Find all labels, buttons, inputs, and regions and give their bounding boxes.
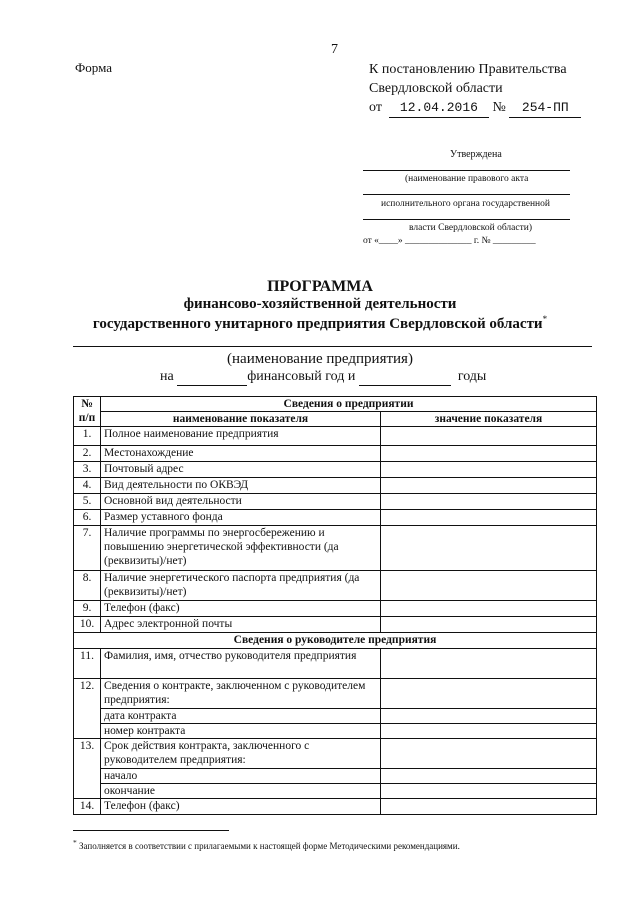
- row-value[interactable]: [381, 709, 597, 724]
- info-table: [73, 396, 597, 815]
- row-number: 3.: [74, 462, 101, 478]
- table-row: [74, 462, 597, 478]
- period-end: годы: [457, 369, 487, 384]
- row-number: 4.: [74, 478, 101, 494]
- page-number: 7: [331, 42, 338, 57]
- section2-header: Сведения о руководителе предприятия: [74, 633, 597, 649]
- footnote-divider: [73, 830, 229, 831]
- section2-header-row: [74, 633, 597, 649]
- table-row: [74, 427, 597, 446]
- period-blank-2: [359, 369, 451, 386]
- period-line: [160, 369, 486, 386]
- row-label: Адрес электронной почты: [101, 617, 381, 633]
- row-label: Телефон (факс): [101, 799, 381, 815]
- row-value[interactable]: [381, 526, 597, 571]
- row-number: 9.: [74, 601, 101, 617]
- date-prefix: от: [369, 100, 382, 115]
- row-label: Фамилия, имя, отчество руководителя предприятия: [101, 649, 381, 679]
- row-number: 5.: [74, 494, 101, 510]
- row-label: Основной вид деятельности: [101, 494, 381, 510]
- section1-header: Сведения о предприятии: [101, 397, 597, 412]
- row-label: Полное наименование предприятия: [101, 427, 381, 446]
- row-value[interactable]: [381, 769, 597, 784]
- row-label: Местонахождение: [101, 446, 381, 462]
- col-name-header: наименование показателя: [101, 412, 381, 427]
- table-row: [74, 709, 597, 724]
- row-label: Телефон (факс): [101, 601, 381, 617]
- row-value[interactable]: [381, 679, 597, 709]
- row-value[interactable]: [381, 510, 597, 526]
- approval-line-2: Свердловской области: [369, 81, 503, 96]
- table-row: [74, 601, 597, 617]
- row-value[interactable]: [381, 427, 597, 446]
- table-row: [74, 799, 597, 815]
- row-value[interactable]: [381, 494, 597, 510]
- table-row: [74, 478, 597, 494]
- approved-caption-1: (наименование правового акта: [405, 174, 529, 184]
- period-blank-1: [177, 369, 247, 386]
- row-number: 12.: [74, 679, 101, 739]
- row-value[interactable]: [381, 724, 597, 739]
- row-label: Сведения о контракте, заключенном с руководителем предприятия:: [101, 679, 381, 709]
- table-row: [74, 526, 597, 571]
- approved-line-3: [363, 219, 570, 220]
- table-row: [74, 679, 597, 709]
- row-number: 13.: [74, 739, 101, 799]
- row-number: 10.: [74, 617, 101, 633]
- approved-date-number: от «____» ______________ г. № _________: [363, 236, 536, 246]
- row-number: 1.: [74, 427, 101, 446]
- table-row: [74, 617, 597, 633]
- footnote: [73, 838, 460, 851]
- title-footnote-mark: *: [542, 314, 548, 324]
- row-sublabel: номер контракта: [101, 724, 381, 739]
- row-value[interactable]: [381, 446, 597, 462]
- row-number: 11.: [74, 649, 101, 679]
- approval-block: [369, 60, 581, 118]
- form-label: Форма: [75, 60, 112, 75]
- resolution-date: 12.04.2016: [389, 98, 489, 118]
- row-value[interactable]: [381, 739, 597, 769]
- period-on: на: [160, 369, 174, 384]
- period-middle: финансовый год и: [247, 369, 356, 384]
- approval-line-1: К постановлению Правительства: [369, 62, 567, 77]
- program-subtitle-1: финансово-хозяйственной деятельности: [183, 296, 457, 312]
- row-sublabel: дата контракта: [101, 709, 381, 724]
- enterprise-name-caption: (наименование предприятия): [227, 351, 413, 367]
- table-row: [74, 769, 597, 784]
- row-value[interactable]: [381, 601, 597, 617]
- row-value[interactable]: [381, 462, 597, 478]
- program-title: ПРОГРАММА: [267, 278, 373, 295]
- col-num-header-bottom: п/п: [78, 412, 96, 424]
- row-value[interactable]: [381, 617, 597, 633]
- row-label: Наличие энергетического паспорта предприятия (да (реквизиты)/нет): [101, 571, 381, 601]
- row-label: Наличие программы по энергосбережению и повышению энергетической эффективности (да (реквизиты)/нет): [101, 526, 381, 571]
- footnote-mark: *: [73, 838, 77, 847]
- approved-line-1: [363, 170, 570, 171]
- row-number: 6.: [74, 510, 101, 526]
- footnote-text: Заполняется в соответствии с прилагаемыми к настоящей форме Методическими рекомендациями.: [79, 841, 460, 851]
- row-sublabel: окончание: [101, 784, 381, 799]
- col-value-header: значение показателя: [381, 412, 597, 427]
- col-num-header: [74, 397, 101, 427]
- row-value[interactable]: [381, 784, 597, 799]
- row-number: 7.: [74, 526, 101, 571]
- program-subtitle-2-text: государственного унитарного предприятия Свердловской области: [92, 316, 543, 332]
- approved-line-2: [363, 194, 570, 195]
- row-number: 2.: [74, 446, 101, 462]
- approved-caption-3: власти Свердловской области): [409, 223, 532, 233]
- enterprise-name-line: [73, 346, 592, 347]
- number-prefix: №: [492, 100, 506, 115]
- resolution-number: 254-ПП: [509, 98, 581, 118]
- table-row: [74, 784, 597, 799]
- col-num-header-top: №: [81, 398, 93, 410]
- table-row: [74, 446, 597, 462]
- table-row: [74, 724, 597, 739]
- row-label: Вид деятельности по ОКВЭД: [101, 478, 381, 494]
- table-row: [74, 510, 597, 526]
- row-number: 8.: [74, 571, 101, 601]
- row-label: Размер уставного фонда: [101, 510, 381, 526]
- row-value[interactable]: [381, 799, 597, 815]
- row-value[interactable]: [381, 478, 597, 494]
- approved-title: Утверждена: [450, 149, 502, 160]
- table-subheader-row: [74, 412, 597, 427]
- row-value[interactable]: [381, 571, 597, 601]
- table-row: [74, 494, 597, 510]
- table-row: [74, 571, 597, 601]
- row-number: 14.: [74, 799, 101, 815]
- table-header-row: [74, 397, 597, 412]
- table-row: [74, 739, 597, 769]
- approval-date-line: [369, 98, 581, 118]
- row-sublabel: начало: [101, 769, 381, 784]
- row-label: Срок действия контракта, заключенного с руководителем предприятия:: [101, 739, 381, 769]
- row-value[interactable]: [381, 649, 597, 679]
- approved-caption-2: исполнительного органа государственной: [381, 199, 550, 209]
- program-subtitle-2: [0, 314, 640, 333]
- table-row: [74, 649, 597, 679]
- row-label: Почтовый адрес: [101, 462, 381, 478]
